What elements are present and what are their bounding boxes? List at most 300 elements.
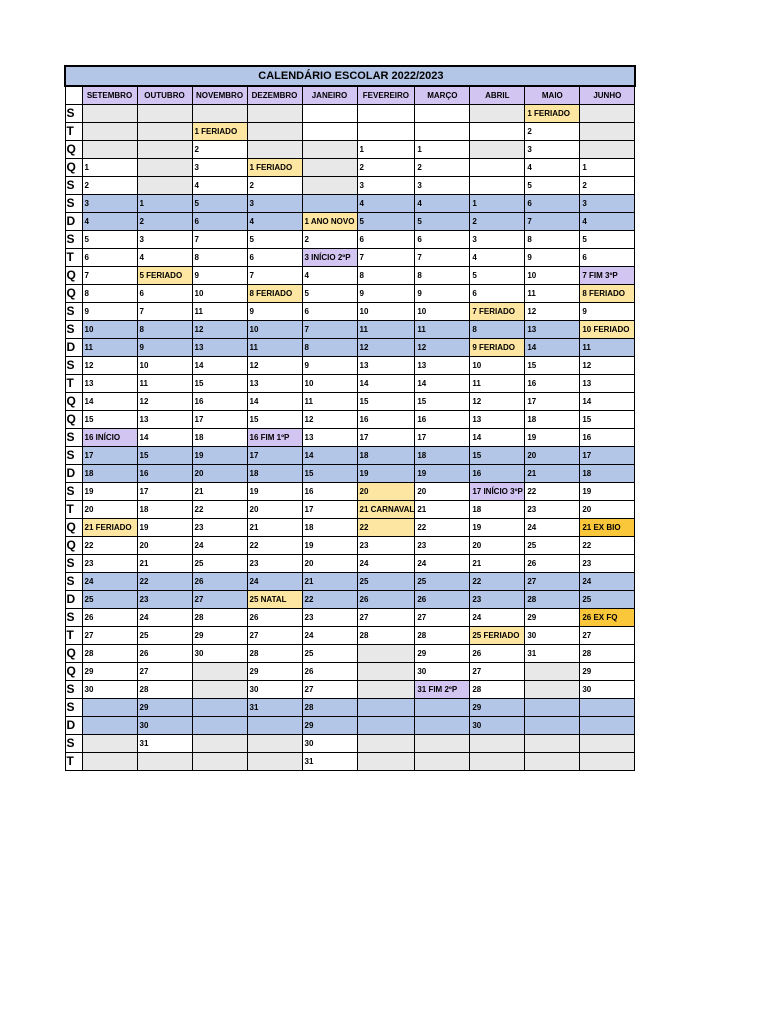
event-cell: 21 FERIADO (82, 519, 137, 537)
day-row (65, 627, 635, 645)
day-cell: 10 (470, 357, 525, 375)
day-cell (525, 717, 580, 735)
day-cell: 8 (302, 339, 357, 357)
empty-cell (357, 681, 415, 699)
day-cell: 29 (580, 663, 635, 681)
day-cell: 10 (82, 321, 137, 339)
day-cell: 14 (82, 393, 137, 411)
day-cell: 23 (82, 555, 137, 573)
day-cell: 2 (580, 177, 635, 195)
day-cell: 15 (82, 411, 137, 429)
event-cell: 9 FERIADO (470, 339, 525, 357)
month-header: OUTUBRO (137, 86, 192, 105)
day-cell: 17 (247, 447, 302, 465)
day-cell: 28 (415, 627, 470, 645)
day-cell: 26 (137, 645, 192, 663)
event-cell: 25 NATAL (247, 591, 302, 609)
day-cell: 12 (302, 411, 357, 429)
day-cell: 27 (525, 573, 580, 591)
day-cell: 3 (82, 195, 137, 213)
day-row (65, 231, 635, 249)
weekday-letter: Q (65, 519, 82, 537)
weekday-letter: D (65, 465, 82, 483)
day-cell: 5 (525, 177, 580, 195)
weekday-letter: T (65, 249, 82, 267)
empty-cell (302, 177, 357, 195)
day-cell (82, 699, 137, 717)
day-cell: 30 (415, 663, 470, 681)
weekday-letter: S (65, 681, 82, 699)
empty-cell (192, 681, 247, 699)
weekday-letter: Q (65, 141, 82, 159)
day-cell: 13 (470, 411, 525, 429)
day-row (65, 699, 635, 717)
day-cell: 12 (580, 357, 635, 375)
day-cell: 10 (525, 267, 580, 285)
day-cell: 2 (82, 177, 137, 195)
day-cell: 9 (247, 303, 302, 321)
calendar-title: CALENDÁRIO ESCOLAR 2022/2023 (65, 66, 635, 86)
weekday-letter: S (65, 429, 82, 447)
day-cell: 8 (525, 231, 580, 249)
day-cell (357, 717, 415, 735)
day-cell: 20 (82, 501, 137, 519)
day-cell: 16 (525, 375, 580, 393)
day-cell: 14 (137, 429, 192, 447)
day-cell: 23 (415, 537, 470, 555)
empty-cell (470, 105, 525, 123)
empty-cell (470, 141, 525, 159)
day-cell: 9 (415, 285, 470, 303)
empty-cell (580, 753, 635, 771)
day-cell: 11 (525, 285, 580, 303)
day-cell (302, 105, 357, 123)
day-cell: 23 (357, 537, 415, 555)
day-cell: 6 (415, 231, 470, 249)
day-cell: 5 (82, 231, 137, 249)
day-cell: 28 (302, 699, 357, 717)
empty-cell (137, 123, 192, 141)
day-cell: 9 (525, 249, 580, 267)
day-cell: 23 (247, 555, 302, 573)
day-cell: 19 (247, 483, 302, 501)
day-row (65, 411, 635, 429)
day-row (65, 609, 635, 627)
day-cell: 18 (525, 411, 580, 429)
day-cell: 24 (357, 555, 415, 573)
day-row (65, 267, 635, 285)
day-cell: 27 (192, 591, 247, 609)
day-cell: 21 (137, 555, 192, 573)
day-cell: 12 (470, 393, 525, 411)
day-cell: 4 (415, 195, 470, 213)
day-cell: 9 (192, 267, 247, 285)
day-cell (302, 123, 357, 141)
weekday-letter: S (65, 231, 82, 249)
empty-cell (137, 177, 192, 195)
day-cell (302, 195, 357, 213)
day-cell: 2 (192, 141, 247, 159)
empty-cell (580, 105, 635, 123)
day-cell (415, 717, 470, 735)
empty-cell (580, 141, 635, 159)
event-cell: 21 CARNAVAL (357, 501, 415, 519)
day-cell: 22 (470, 573, 525, 591)
day-cell: 21 (470, 555, 525, 573)
empty-cell (470, 735, 525, 753)
weekday-letter: D (65, 717, 82, 735)
event-cell: 10 FERIADO (580, 321, 635, 339)
day-cell: 29 (525, 609, 580, 627)
day-row (65, 537, 635, 555)
day-cell: 28 (247, 645, 302, 663)
month-header: ABRIL (470, 86, 525, 105)
day-cell: 26 (357, 591, 415, 609)
month-header: FEVEREIRO (357, 86, 415, 105)
day-row (65, 195, 635, 213)
day-cell: 25 (82, 591, 137, 609)
weekday-letter: T (65, 123, 82, 141)
day-cell: 13 (580, 375, 635, 393)
day-cell: 24 (137, 609, 192, 627)
event-cell: 1 ANO NOVO (302, 213, 357, 231)
day-cell: 11 (137, 375, 192, 393)
day-cell: 30 (580, 681, 635, 699)
day-cell: 22 (302, 591, 357, 609)
empty-cell (357, 753, 415, 771)
day-cell: 16 (415, 411, 470, 429)
day-cell: 3 (357, 177, 415, 195)
day-cell: 5 (470, 267, 525, 285)
day-cell: 17 (192, 411, 247, 429)
day-cell: 24 (247, 573, 302, 591)
day-cell: 9 (580, 303, 635, 321)
day-row (65, 357, 635, 375)
day-cell: 27 (357, 609, 415, 627)
day-cell: 29 (470, 699, 525, 717)
day-cell: 16 (192, 393, 247, 411)
empty-cell (247, 735, 302, 753)
day-cell: 5 (247, 231, 302, 249)
day-cell: 10 (357, 303, 415, 321)
day-cell: 20 (470, 537, 525, 555)
empty-cell (247, 105, 302, 123)
day-cell: 18 (470, 501, 525, 519)
day-cell: 21 (415, 501, 470, 519)
day-cell: 25 (580, 591, 635, 609)
event-cell: 21 EX BIO (580, 519, 635, 537)
day-cell: 15 (580, 411, 635, 429)
day-cell: 7 (82, 267, 137, 285)
event-cell: 22 (357, 519, 415, 537)
day-cell: 11 (470, 375, 525, 393)
day-cell: 17 (415, 429, 470, 447)
day-row (65, 555, 635, 573)
day-cell: 30 (470, 717, 525, 735)
day-cell: 10 (192, 285, 247, 303)
day-cell: 12 (137, 393, 192, 411)
day-row (65, 681, 635, 699)
day-cell: 1 (470, 195, 525, 213)
day-row (65, 321, 635, 339)
day-cell: 5 (357, 213, 415, 231)
day-cell: 5 (192, 195, 247, 213)
empty-cell (415, 753, 470, 771)
day-row (65, 447, 635, 465)
day-cell: 13 (302, 429, 357, 447)
weekday-letter: S (65, 555, 82, 573)
day-cell: 25 (357, 573, 415, 591)
day-row (65, 645, 635, 663)
day-cell: 8 (82, 285, 137, 303)
day-cell: 24 (302, 627, 357, 645)
day-cell: 13 (525, 321, 580, 339)
day-cell: 31 (302, 753, 357, 771)
day-cell: 20 (137, 537, 192, 555)
day-row (65, 573, 635, 591)
weekday-letter: S (65, 735, 82, 753)
day-cell: 14 (415, 375, 470, 393)
empty-cell (525, 663, 580, 681)
weekday-letter: Q (65, 285, 82, 303)
day-cell: 16 (357, 411, 415, 429)
day-cell: 24 (580, 573, 635, 591)
empty-cell (580, 123, 635, 141)
event-cell: 1 FERIADO (247, 159, 302, 177)
empty-cell (525, 753, 580, 771)
day-cell: 9 (357, 285, 415, 303)
day-cell: 20 (415, 483, 470, 501)
day-cell: 2 (357, 159, 415, 177)
day-cell: 30 (192, 645, 247, 663)
weekday-letter: T (65, 753, 82, 771)
weekday-letter: S (65, 483, 82, 501)
day-cell (192, 717, 247, 735)
day-cell: 10 (302, 375, 357, 393)
day-cell: 3 (525, 141, 580, 159)
day-cell: 27 (302, 681, 357, 699)
day-cell: 23 (525, 501, 580, 519)
day-cell: 2 (247, 177, 302, 195)
day-cell: 12 (415, 339, 470, 357)
day-cell: 27 (470, 663, 525, 681)
day-row (65, 375, 635, 393)
day-cell: 18 (137, 501, 192, 519)
day-cell: 20 (525, 447, 580, 465)
day-cell: 13 (82, 375, 137, 393)
day-cell: 21 (302, 573, 357, 591)
day-cell: 19 (580, 483, 635, 501)
day-row (65, 501, 635, 519)
day-cell (415, 699, 470, 717)
event-cell: 5 FERIADO (137, 267, 192, 285)
weekday-letter: S (65, 357, 82, 375)
day-cell: 26 (525, 555, 580, 573)
day-cell: 8 (415, 267, 470, 285)
weekday-letter: Q (65, 411, 82, 429)
day-cell: 11 (357, 321, 415, 339)
empty-cell (247, 753, 302, 771)
day-row (65, 483, 635, 501)
day-cell: 2 (415, 159, 470, 177)
day-row (65, 303, 635, 321)
weekday-letter: S (65, 321, 82, 339)
day-cell: 7 (525, 213, 580, 231)
day-cell: 24 (470, 609, 525, 627)
day-cell: 5 (415, 213, 470, 231)
weekday-letter: Q (65, 663, 82, 681)
day-cell: 25 (525, 537, 580, 555)
event-cell: 16 INÍCIO (82, 429, 137, 447)
day-cell: 8 (137, 321, 192, 339)
empty-cell (82, 141, 137, 159)
day-cell: 28 (525, 591, 580, 609)
empty-cell (357, 735, 415, 753)
day-cell: 10 (137, 357, 192, 375)
weekday-letter: T (65, 627, 82, 645)
weekday-letter: S (65, 177, 82, 195)
day-row (65, 249, 635, 267)
empty-cell (82, 105, 137, 123)
weekday-letter: Q (65, 267, 82, 285)
day-cell: 26 (82, 609, 137, 627)
day-cell: 29 (247, 663, 302, 681)
day-cell: 27 (137, 663, 192, 681)
day-cell: 14 (247, 393, 302, 411)
event-cell: 26 EX FQ (580, 609, 635, 627)
day-cell: 13 (357, 357, 415, 375)
weekday-letter: S (65, 195, 82, 213)
day-row (65, 285, 635, 303)
day-cell (357, 123, 415, 141)
day-cell: 11 (415, 321, 470, 339)
event-cell: 3 INÍCIO 2ºP (302, 249, 357, 267)
empty-cell (302, 141, 357, 159)
day-cell: 26 (247, 609, 302, 627)
day-cell: 27 (247, 627, 302, 645)
day-cell: 18 (247, 465, 302, 483)
month-header: MARÇO (415, 86, 470, 105)
day-cell: 12 (192, 321, 247, 339)
day-cell: 29 (302, 717, 357, 735)
day-cell: 6 (302, 303, 357, 321)
day-cell: 18 (82, 465, 137, 483)
day-cell: 17 (525, 393, 580, 411)
empty-cell (192, 663, 247, 681)
day-cell: 25 (137, 627, 192, 645)
day-cell: 14 (192, 357, 247, 375)
month-header: NOVEMBRO (192, 86, 247, 105)
day-cell: 28 (82, 645, 137, 663)
day-cell: 30 (82, 681, 137, 699)
day-row (65, 393, 635, 411)
day-cell (357, 105, 415, 123)
day-cell: 21 (525, 465, 580, 483)
day-cell: 10 (247, 321, 302, 339)
day-cell: 25 (302, 645, 357, 663)
day-cell: 19 (82, 483, 137, 501)
month-header-row (65, 86, 635, 105)
empty-cell (137, 159, 192, 177)
day-cell: 22 (580, 537, 635, 555)
day-cell: 9 (137, 339, 192, 357)
day-cell: 4 (302, 267, 357, 285)
day-cell: 29 (192, 627, 247, 645)
empty-cell (357, 645, 415, 663)
day-cell: 21 (247, 519, 302, 537)
day-cell: 8 (357, 267, 415, 285)
day-row (65, 105, 635, 123)
day-cell: 17 (137, 483, 192, 501)
day-cell: 28 (137, 681, 192, 699)
empty-cell (470, 753, 525, 771)
day-cell: 3 (247, 195, 302, 213)
empty-cell (137, 753, 192, 771)
empty-cell (247, 123, 302, 141)
day-cell: 29 (415, 645, 470, 663)
day-cell: 19 (137, 519, 192, 537)
day-cell: 25 (192, 555, 247, 573)
empty-cell (82, 123, 137, 141)
empty-cell (247, 141, 302, 159)
day-cell (192, 699, 247, 717)
day-cell: 4 (137, 249, 192, 267)
day-cell (357, 699, 415, 717)
day-cell: 7 (357, 249, 415, 267)
day-cell: 24 (192, 537, 247, 555)
day-cell: 28 (470, 681, 525, 699)
day-cell: 11 (192, 303, 247, 321)
month-header: JUNHO (580, 86, 635, 105)
day-row (65, 465, 635, 483)
empty-cell (192, 753, 247, 771)
weekday-letter: Q (65, 645, 82, 663)
day-cell: 16 (137, 465, 192, 483)
day-cell: 30 (302, 735, 357, 753)
day-cell: 15 (302, 465, 357, 483)
title-row (65, 66, 635, 86)
day-cell: 3 (137, 231, 192, 249)
day-cell: 16 (580, 429, 635, 447)
day-cell: 1 (137, 195, 192, 213)
day-cell: 15 (415, 393, 470, 411)
day-cell: 20 (192, 465, 247, 483)
day-cell: 13 (247, 375, 302, 393)
empty-cell (357, 663, 415, 681)
empty-cell (137, 105, 192, 123)
weekday-letter: S (65, 105, 82, 123)
day-cell: 4 (580, 213, 635, 231)
event-cell: 1 FERIADO (525, 105, 580, 123)
day-cell: 16 (470, 465, 525, 483)
day-cell: 15 (470, 447, 525, 465)
day-cell: 13 (192, 339, 247, 357)
event-cell: 20 (357, 483, 415, 501)
day-cell: 4 (470, 249, 525, 267)
day-cell: 22 (192, 501, 247, 519)
day-cell: 27 (415, 609, 470, 627)
day-row (65, 735, 635, 753)
day-cell: 25 (415, 573, 470, 591)
day-cell: 31 (137, 735, 192, 753)
empty-cell (302, 159, 357, 177)
day-cell: 22 (525, 483, 580, 501)
weekday-letter: S (65, 447, 82, 465)
day-cell: 18 (357, 447, 415, 465)
day-cell: 4 (357, 195, 415, 213)
day-cell: 16 (302, 483, 357, 501)
event-cell: 31 FIM 2ºP (415, 681, 470, 699)
